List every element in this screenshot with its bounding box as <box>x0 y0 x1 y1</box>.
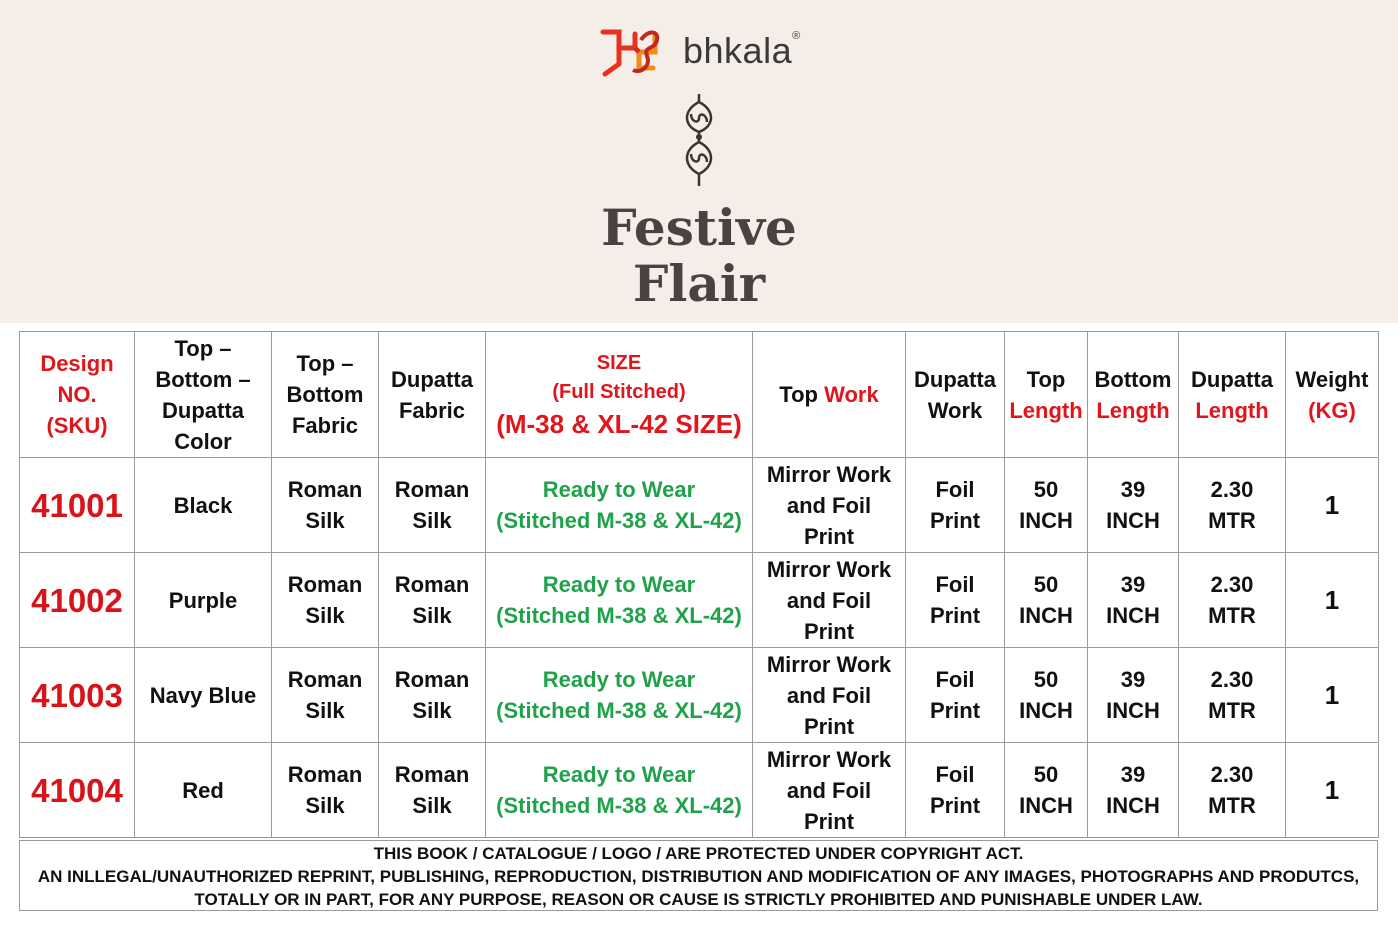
brand-logo <box>597 22 807 82</box>
header-top-bottom-fabric: Top – Bottom Fabric <box>272 332 379 458</box>
cell-text-tbf2: Silk <box>305 793 345 818</box>
cell-text-tw2: and Foil <box>786 777 872 803</box>
cell-text-size1: Ready to Wear <box>542 762 696 787</box>
cell-bottom-length <box>1088 553 1179 648</box>
cell-text-tw1: Mirror Work <box>766 461 892 487</box>
cell-sku <box>20 743 135 838</box>
cell-text-dw2: Print <box>929 698 981 723</box>
cell-text-bl1: 39 <box>1120 762 1146 787</box>
cell-text-df2: Silk <box>412 603 452 628</box>
cell-text-weight: 1 <box>1324 679 1340 710</box>
cell-text-tw1: Mirror Work <box>766 651 892 677</box>
header-top-work: Top Work <box>753 332 906 458</box>
cell-text-weight: 1 <box>1324 774 1340 805</box>
cell-text-tw3: Print <box>803 713 855 739</box>
cell-text-df2: Silk <box>412 508 452 533</box>
brand-name: bhkala® <box>683 30 801 71</box>
cell-text-tl2: INCH <box>1019 698 1073 723</box>
cell-text-df2: Silk <box>412 793 452 818</box>
copyright-line-2: AN INLLEGAL/UNAUTHORIZED REPRINT, PUBLISHING, REPRODUCTION, DISTRIBUTION AND MODIFICATION OF ANY IMAGES, PHOTOGRAPHS AND PRODUTCS, <box>37 867 1360 886</box>
cell-sku <box>20 458 135 553</box>
cell-bottom-length <box>1088 743 1179 838</box>
header-design-no: Design NO. (SKU) <box>20 332 135 458</box>
header-dupatta-fabric: Dupatta Fabric <box>379 332 486 458</box>
cell-text-tl2: INCH <box>1019 603 1073 628</box>
cell-top-length <box>1005 553 1088 648</box>
cell-bottom-length <box>1088 648 1179 743</box>
header-color: Top – Bottom – Dupatta Color <box>135 332 272 458</box>
cell-text-color: Navy Blue <box>149 682 257 708</box>
cell-size <box>486 743 753 838</box>
cell-text-tw3: Print <box>803 618 855 644</box>
copyright-line-3: TOTALLY OR IN PART, FOR ANY PURPOSE, REASON OR CAUSE IS STRICTLY PROHIBITED AND PUNISHABLE UNDER LAW. <box>194 890 1203 909</box>
cell-text-bl1: 39 <box>1120 572 1146 597</box>
cell-top-length <box>1005 743 1088 838</box>
cell-text-tw2: and Foil <box>786 587 872 613</box>
cell-text-df1: Roman <box>394 762 470 787</box>
cell-text-tw2: and Foil <box>786 492 872 518</box>
cell-text-tbf2: Silk <box>305 508 345 533</box>
cell-weight <box>1286 743 1379 838</box>
cell-text-tbf2: Silk <box>305 603 345 628</box>
cell-text-tbf1: Roman <box>287 762 363 787</box>
header-bottom-length: Bottom Length <box>1088 332 1179 458</box>
cell-text-sku: 41003 <box>31 676 123 714</box>
cell-text-dl1: 2.30 <box>1210 477 1254 502</box>
cell-color <box>135 553 272 648</box>
header-weight: Weight (KG) <box>1286 332 1379 458</box>
cell-size <box>486 458 753 553</box>
cell-text-dl2: MTR <box>1208 508 1256 533</box>
cell-dupatta-length <box>1179 648 1286 743</box>
cell-text-size2: (Stitched M-38 & XL-42) <box>496 698 742 723</box>
cell-sku <box>20 553 135 648</box>
cell-text-color: Black <box>173 492 233 518</box>
cell-text-size2: (Stitched M-38 & XL-42) <box>496 508 742 533</box>
cell-dupatta-length <box>1179 743 1286 838</box>
cell-text-bl1: 39 <box>1120 477 1146 502</box>
title-line-1: Festive <box>601 198 797 257</box>
cell-text-sku: 41002 <box>31 581 123 619</box>
cell-color <box>135 743 272 838</box>
swastik-logo-icon <box>597 26 661 80</box>
product-spec-table <box>19 331 1379 838</box>
table-row <box>20 553 1379 648</box>
cell-text-size2: (Stitched M-38 & XL-42) <box>496 603 742 628</box>
copyright-line-1: THIS BOOK / CATALOGUE / LOGO / ARE PROTECTED UNDER COPYRIGHT ACT. <box>373 844 1024 863</box>
cell-text-df1: Roman <box>394 667 470 692</box>
cell-top-work <box>753 458 906 553</box>
cell-text-tw2: and Foil <box>786 682 872 708</box>
copyright-notice <box>19 840 1378 911</box>
cell-weight <box>1286 458 1379 553</box>
header-dupatta-length: Dupatta Length <box>1179 332 1286 458</box>
cell-text-tl2: INCH <box>1019 793 1073 818</box>
table-row <box>20 458 1379 553</box>
cell-text-tbf1: Roman <box>287 667 363 692</box>
cell-text-dl2: MTR <box>1208 793 1256 818</box>
cell-text-df2: Silk <box>412 698 452 723</box>
cell-text-dl2: MTR <box>1208 603 1256 628</box>
cell-text-dw2: Print <box>929 793 981 818</box>
cell-text-df1: Roman <box>394 572 470 597</box>
cell-text-tl1: 50 <box>1033 667 1059 692</box>
cell-text-weight: 1 <box>1324 584 1340 615</box>
cell-text-size1: Ready to Wear <box>542 667 696 692</box>
table-header-row <box>20 332 1379 458</box>
cell-text-dl1: 2.30 <box>1210 667 1254 692</box>
cell-text-size1: Ready to Wear <box>542 572 696 597</box>
cell-text-tl1: 50 <box>1033 477 1059 502</box>
cell-text-dw1: Foil <box>935 477 975 502</box>
catalogue-header <box>0 0 1398 323</box>
cell-text-dw1: Foil <box>935 572 975 597</box>
table-row <box>20 648 1379 743</box>
cell-top-length <box>1005 458 1088 553</box>
cell-sku <box>20 648 135 743</box>
cell-weight <box>1286 553 1379 648</box>
cell-dupatta-work <box>906 553 1005 648</box>
cell-text-size2: (Stitched M-38 & XL-42) <box>496 793 742 818</box>
cell-color <box>135 648 272 743</box>
cell-text-tbf2: Silk <box>305 698 345 723</box>
cell-text-weight: 1 <box>1324 489 1340 520</box>
cell-dupatta-work <box>906 648 1005 743</box>
cell-dupatta-length <box>1179 553 1286 648</box>
cell-text-tw3: Print <box>803 523 855 549</box>
collection-title <box>549 200 849 312</box>
cell-text-tbf1: Roman <box>287 572 363 597</box>
cell-text-bl2: INCH <box>1106 698 1160 723</box>
cell-dupatta-fabric <box>379 553 486 648</box>
header-top-length: Top Length <box>1005 332 1088 458</box>
cell-text-dw1: Foil <box>935 667 975 692</box>
cell-dupatta-fabric <box>379 743 486 838</box>
cell-text-tl2: INCH <box>1019 508 1073 533</box>
cell-top-work <box>753 648 906 743</box>
cell-text-size1: Ready to Wear <box>542 477 696 502</box>
header-dupatta-work: Dupatta Work <box>906 332 1005 458</box>
cell-text-tw1: Mirror Work <box>766 746 892 772</box>
ornament-icon <box>673 92 725 188</box>
cell-text-bl2: INCH <box>1106 793 1160 818</box>
cell-text-sku: 41004 <box>31 771 123 809</box>
table-row <box>20 743 1379 838</box>
cell-text-dw2: Print <box>929 603 981 628</box>
cell-top-bottom-fabric <box>272 553 379 648</box>
cell-text-dw1: Foil <box>935 762 975 787</box>
cell-text-df1: Roman <box>394 477 470 502</box>
cell-color <box>135 458 272 553</box>
cell-text-tw3: Print <box>803 808 855 834</box>
cell-text-tw1: Mirror Work <box>766 556 892 582</box>
cell-top-work <box>753 553 906 648</box>
cell-weight <box>1286 648 1379 743</box>
cell-text-color: Purple <box>168 587 238 613</box>
cell-text-bl2: INCH <box>1106 508 1160 533</box>
cell-text-tl1: 50 <box>1033 572 1059 597</box>
header-size: SIZE (Full Stitched) (M-38 & XL-42 SIZE) <box>486 332 753 458</box>
cell-top-bottom-fabric <box>272 743 379 838</box>
cell-top-bottom-fabric <box>272 458 379 553</box>
cell-size <box>486 648 753 743</box>
cell-text-tbf1: Roman <box>287 477 363 502</box>
cell-dupatta-length <box>1179 458 1286 553</box>
cell-top-length <box>1005 648 1088 743</box>
cell-text-bl2: INCH <box>1106 603 1160 628</box>
cell-text-dl1: 2.30 <box>1210 762 1254 787</box>
cell-text-dl2: MTR <box>1208 698 1256 723</box>
cell-text-tl1: 50 <box>1033 762 1059 787</box>
cell-text-bl1: 39 <box>1120 667 1146 692</box>
cell-text-dw2: Print <box>929 508 981 533</box>
cell-top-work <box>753 743 906 838</box>
cell-text-color: Red <box>182 777 224 803</box>
cell-text-dl1: 2.30 <box>1210 572 1254 597</box>
cell-top-bottom-fabric <box>272 648 379 743</box>
cell-size <box>486 553 753 648</box>
cell-text-sku: 41001 <box>31 486 123 524</box>
cell-dupatta-fabric <box>379 648 486 743</box>
cell-dupatta-work <box>906 458 1005 553</box>
cell-dupatta-fabric <box>379 458 486 553</box>
cell-bottom-length <box>1088 458 1179 553</box>
title-line-2: Flair <box>632 254 766 313</box>
cell-dupatta-work <box>906 743 1005 838</box>
